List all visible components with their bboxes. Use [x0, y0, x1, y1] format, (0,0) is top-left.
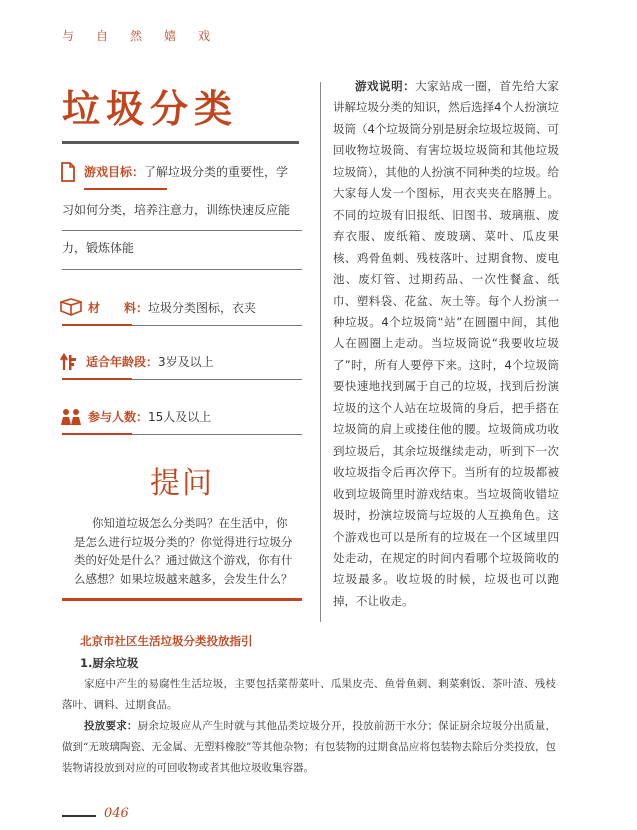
- box-icon: [60, 298, 82, 319]
- title-rule: [62, 141, 299, 144]
- document-icon: [60, 162, 76, 185]
- age-value: 3岁及以上: [158, 355, 214, 369]
- guide-requirement-text: 厨余垃圾应从产生时就与其他品类垃圾分开，投放前沥干水分；保证厨余垃圾分出质量，做到“无玻璃陶瓷、无金属、无塑料橡胶”等其他杂物；有包装物的过期食品应将包装物去除后分类投放，包装物请投放到对应的可回收物或者其他垃圾收集容器。: [62, 720, 557, 774]
- goal-label: 游戏目标：: [84, 165, 145, 179]
- guide-paragraph-2: [62, 716, 556, 779]
- question-heading: 提问: [150, 466, 214, 501]
- goal-text-2: 习如何分类，培养注意力，训练快速反应能: [62, 203, 291, 217]
- guide-paragraph-1: 家庭中产生的易腐性生活垃圾，主要包括菜帮菜叶、瓜果皮壳、鱼骨鱼刺、剩菜剩饭、茶叶渣、残枝落叶、调料、过期食品。: [62, 678, 556, 711]
- guide-subtitle: 1.厨余垃圾: [80, 656, 139, 670]
- page-number: 046: [104, 806, 129, 821]
- materials-block: [62, 289, 302, 327]
- growth-arrow-icon: [60, 353, 78, 374]
- people-rule-accent: [62, 433, 132, 435]
- materials-value: 垃圾分类图标，衣夹: [148, 301, 257, 315]
- guide-title: 北京市社区生活垃圾分类投放指引: [80, 634, 253, 648]
- people-block: [62, 398, 302, 436]
- age-label: 适合年龄段：: [86, 355, 159, 369]
- goal-rule-accent: [84, 188, 167, 190]
- goal-text-3: 力，锻炼体能: [62, 241, 135, 255]
- people-icon: [60, 408, 82, 429]
- people-rule: [132, 434, 302, 435]
- goal-rule-mid: [62, 230, 302, 231]
- age-rule: [132, 379, 302, 380]
- instructions-text: [333, 76, 559, 612]
- guide-requirement-label: 投放要求：: [84, 720, 138, 732]
- footer-rule: [62, 815, 96, 817]
- people-label: 参与人数：: [88, 410, 149, 424]
- age-rule-accent: [62, 378, 132, 380]
- running-header: 与自然嬉戏: [62, 29, 233, 43]
- age-block: [62, 343, 302, 381]
- instructions-body: 大家站成一圈，首先给大家讲解垃圾分类的知识，然后选择4个人扮演垃圾筒（4个垃圾筒分别是厨余垃圾垃圾筒、可回收物垃圾筒、有害垃圾垃圾筒和其他垃圾垃圾筒），其他的人扮演不同种类的垃圾。给大家每人发一个图标，用衣夹夹在胳膊上。不同的垃圾有旧报纸、旧图书、玻璃瓶、废弃衣服、废纸箱、废玻璃、菜叶、瓜皮果核、鸡骨鱼刺、残枝落叶、过期食物、废电池、废灯管、过期药品、一次性餐盒、纸巾、塑料袋、花盆、灰土等。每个人扮演一种垃圾。4个垃圾筒“站”在圆圈中间，其他人在圆圈上走动。当垃圾筒说“我要收垃圾了”时，所有人要停下来。这时，4个垃圾筒要快速地找到属于自己的垃圾，找到后扮演垃圾的这个人站在垃圾筒的身后，把手搭在垃圾筒的肩上或搂住他的腰。垃圾筒成功收到垃圾后，其余垃圾继续走动，听到下一次收垃圾指令后再次停下。当所有的垃圾都被收到垃圾筒里时游戏结束。当垃圾筒收错垃圾时，扮演垃圾筒与垃圾的人互换角色。这个游戏也可以是所有的垃圾在一个区域里四处走动，在规定的时间内看哪个垃圾筒收的垃圾最多。收垃圾的时候，垃圾也可以跑掉，不让收走。: [333, 79, 559, 608]
- goal-text-1: 了解垃圾分类的重要性，学: [144, 165, 289, 179]
- people-value: 15人及以上: [148, 410, 212, 424]
- page-title: 垃圾分类: [62, 86, 239, 131]
- goal-block: [62, 153, 302, 267]
- column-divider: [320, 82, 321, 622]
- question-rule: [62, 598, 302, 601]
- materials-rule-accent: [62, 324, 132, 326]
- question-text: 你知道垃圾怎么分类吗？在生活中，你是怎么进行垃圾分类的？你觉得进行垃圾分类的好处是什么？通过做这个游戏，你有什么感想？如果垃圾越来越多，会发生什么？: [74, 516, 293, 586]
- instructions-label: 游戏说明：: [355, 79, 416, 93]
- materials-label: 材 料：: [88, 301, 149, 315]
- goal-rule-bottom: [62, 269, 302, 270]
- materials-rule: [132, 325, 302, 326]
